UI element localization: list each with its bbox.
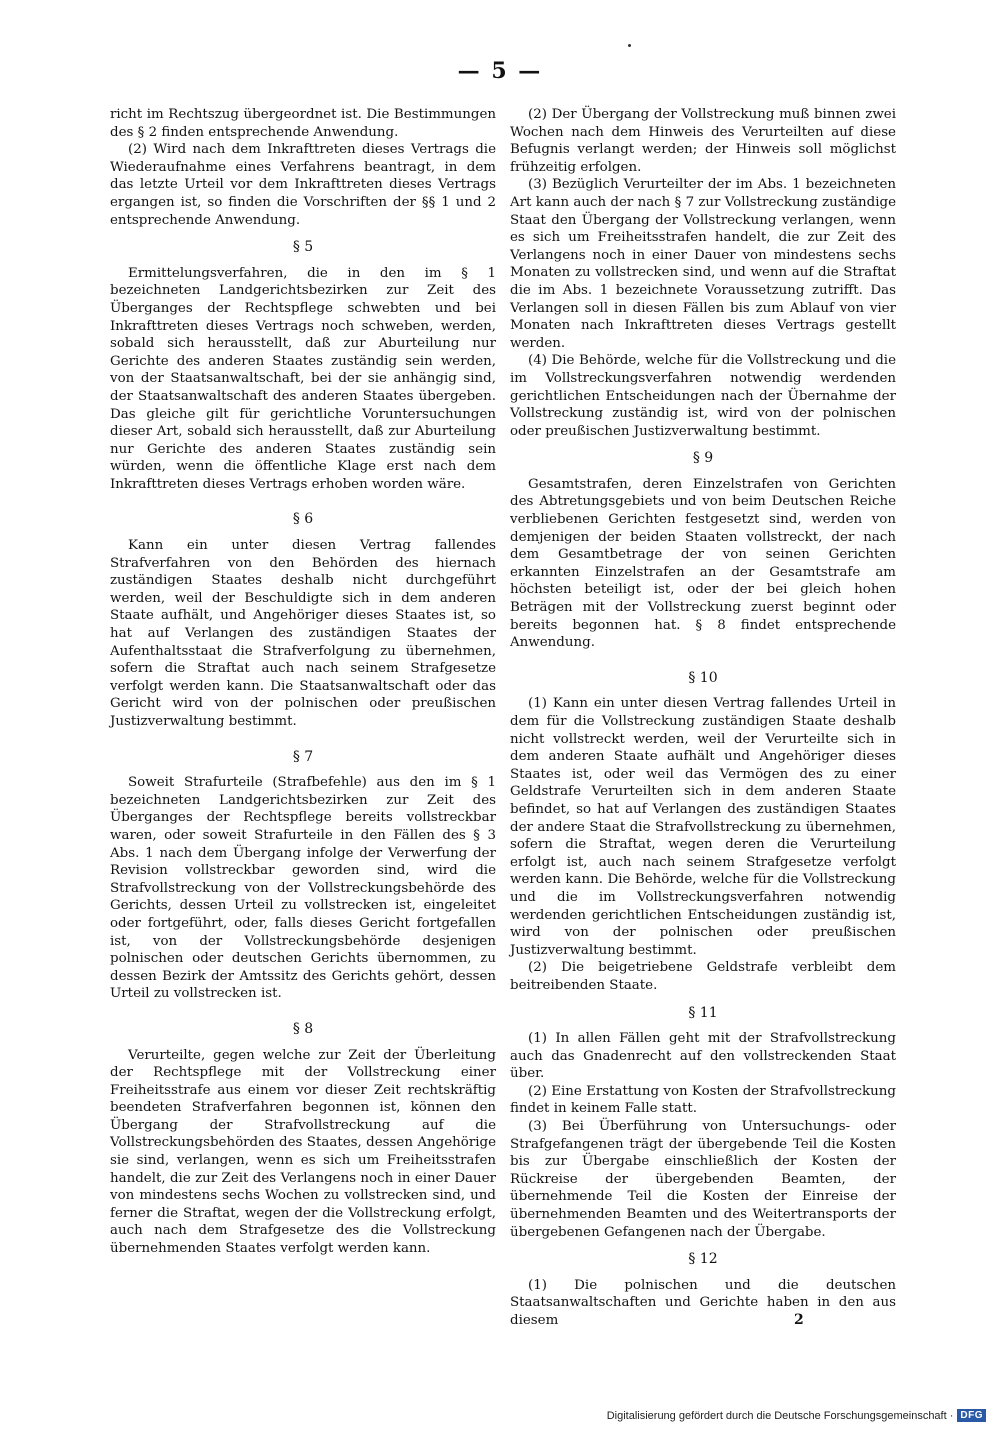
section-heading: § 11 bbox=[688, 1004, 718, 1021]
section-heading: § 7 bbox=[292, 748, 314, 765]
section-heading: § 12 bbox=[688, 1251, 718, 1268]
paragraph: (4) Die Behörde, welche für die Vollstreckung und die im Vollstreckungsverfahren notwendig werdenden gerichtlichen Entscheidungen nach der Übernahme der Vollstreckung zuständig ist, wird von der polnischen oder preußischen Justizverwaltung bestimmt. bbox=[510, 353, 896, 439]
paragraph: (3) Bei Überführung von Untersuchungs- oder Strafgefangenen trägt der übergebende Teil die Kosten bis zur Übergabe einschließlich der Kosten der Rückreise der übergebenden Beamten, der übernehmende Teil die Kosten der Einreise der übernehmenden Beamten und des Weitertransports der übergebenen Gefangenen nach der Übergabe. bbox=[510, 1119, 896, 1240]
paragraph: Soweit Strafurteile (Strafbefehle) aus den im § 1 bezeichneten Landgerichtsbezirken zur Zeit des Überganges der Rechtspflege bereits vollstreckbar waren, oder soweit Strafurteile in den Fällen des § 3 Abs. 1 nach dem Übergang infolge der Verwerfung der Revision vollstreckbar geworden sind, wird die Strafvollstreckung von der Vollstreckungsbehörde des Gerichts, dessen Urteil zu vollstrecken ist, eingeleitet oder fortgeführt, oder, falls dieses Gericht fortgefallen ist, von der Vollstreckungsbehörde desjenigen polnischen oder deutschen Gerichts übernommen, zu dessen Bezirk der Amtssitz des Gerichts gehört, dessen Urteil zu vollstrecken ist. bbox=[110, 775, 496, 1002]
paragraph: (3) Bezüglich Verurteilter der im Abs. 1 bezeichneten Art kann auch der nach § 7 zur Vollstreckung zuständige Staat den Übergang der Vollstreckung verlangen, wenn es sich um Freiheitsstrafen handelt, die zur Zeit des Verlangens noch in einer Dauer von mindestens sechs Monaten zu vollstrecken sind, und wenn auf die Straftat die im Abs. 1 bezeichnete Voraussetzung zutrifft. Das Verlangen soll in diesen Fällen bis zum Ablauf von vier Monaten nach Inkrafttreten dieses Vertrags gestellt werden. bbox=[510, 177, 896, 351]
footer-text: Digitalisierung gefördert durch die Deutsche Forschungsgemeinschaft · bbox=[606, 1409, 954, 1422]
paragraph: (2) Eine Erstattung von Kosten der Strafvollstreckung findet in keinem Falle statt. bbox=[510, 1083, 896, 1117]
paragraph: Ermittelungsverfahren, die in den im § 1 bezeichneten Landgerichtsbezirken zur Zeit des Überganges der Rechtspflege schwebten und bei Inkrafttreten dieses Vertrags noch schweben, werden, sobald sich herausstellt, daß zur Aburteilung nur Gerichte des anderen Staates zuständig sein werden, von der Staatsanwaltschaft, bei der sie anhängig sind, der Staatsanwaltschaft des anderen Staates übergeben. Das gleiche gilt für gerichtliche Voruntersuchungen dieser Art, sobald sich herausstellt, daß zur Aburteilung nur Gerichte des anderen Staates zuständig sein würden, wenn die öffentliche Klage erst nach dem Inkrafttreten dieses Vertrags erhoben worden wäre. bbox=[110, 265, 496, 492]
section-heading: § 5 bbox=[292, 239, 314, 256]
dfg-logo-icon: DFG bbox=[957, 1409, 986, 1422]
paragraph: Gesamtstrafen, deren Einzelstrafen von Gerichten des Abtretungsgebiets und von beim Deutschen Reiche verbliebenen Gerichten festgesetzt sind, werden von demjenigen der beiden Staaten vollstreckt, der nach dem Gesamtbetrage der von seinen Gerichten erkannten Einzelstrafen an der Gesamtstrafe am höchsten beteiligt ist, oder der bei gleich hohen Beträgen mit der Vollstreckung zuerst beginnt oder bereits begonnen hat. § 8 findet entsprechende Anwendung. bbox=[510, 476, 896, 651]
left-column bbox=[110, 106, 496, 1258]
section-heading: § 9 bbox=[692, 450, 714, 467]
paragraph: (2) Der Übergang der Vollstreckung muß binnen zwei Wochen nach dem Hinweis des Verurteilten auf diese Befugnis verlangt werden; der Hinweis soll möglichst frühzeitig erfolgen. bbox=[510, 107, 896, 175]
paragraph: (2) Die beigetriebene Geldstrafe verbleibt dem beitreibenden Staate. bbox=[510, 960, 896, 993]
signature-mark: 2 bbox=[794, 1312, 804, 1328]
page-number: — 5 — bbox=[457, 58, 543, 84]
section-heading: § 8 bbox=[292, 1020, 314, 1037]
section-heading: § 10 bbox=[688, 669, 718, 686]
paragraph: Verurteilte, gegen welche zur Zeit der Überleitung der Rechtspflege mit der Vollstreckung einer Freiheitsstrafe aus einem vor dieser Zeit rechtskräftig beendeten Strafverfahren begonnen ist, können den Übergang der Strafvollstreckung auf die Vollstreckungsbehörden des Staates, dessen Angehörige sie sind, verlangen, wenn es sich um Freiheitsstrafen handelt, die zur Zeit des Verlangens noch in einer Dauer von mindestens sechs Wochen zu vollstrecken sind, und ferner die Straftat, wegen der die Vollstreckung erfolgt, auch nach dem Strafgesetze des die Vollstreckung übernehmenden Staates verfolgt werden kann. bbox=[110, 1047, 496, 1257]
paragraph: (1) In allen Fällen geht mit der Strafvollstreckung auch das Gnadenrecht auf den vollstreckenden Staat über. bbox=[510, 1031, 896, 1082]
section-heading: § 6 bbox=[292, 511, 314, 528]
footer bbox=[607, 1409, 986, 1422]
paragraph: Kann ein unter diesen Vertrag fallendes Strafverfahren von den Behörden des hiernach zuständigen Staates deshalb nicht durchgeführt werden, weil der Beschuldigte sich in dem anderen Staate aufhält, und Angehöriger dieses Staates ist, so hat auf Verlangen des zuständigen Staates der Aufenthaltsstaat die Strafverfolgung zu übernehmen, sofern die Straftat auch nach seinem Strafgesetze verfolgt werden kann. Die Staatsanwaltschaft oder das Gericht wird von der polnischen oder preußischen Justizverwaltung bestimmt. bbox=[110, 538, 496, 729]
right-column bbox=[510, 106, 896, 1330]
stray-dot bbox=[628, 44, 631, 47]
paragraph: richt im Rechtszug übergeordnet ist. Die Bestimmungen des § 2 finden entsprechende Anwendung. bbox=[110, 107, 496, 140]
paragraph: (1) Die polnischen und die deutschen Staatsanwaltschaften und Gerichte haben in den aus diesem bbox=[510, 1277, 896, 1328]
paragraph: (1) Kann ein unter diesen Vertrag fallendes Urteil in dem für die Vollstreckung zuständigen Staate deshalb nicht vollstreckt werden, weil der Verurteilte sich in dem anderen Staate aufhält und Angehöriger dieses Staates ist, oder weil das Vermögen des zu einer Geldstrafe Verurteilten sich in dem anderen Staate befindet, so hat auf Verlangen des zuständigen Staates der andere Staat die Strafvollstreckung zu übernehmen, sofern die Straftat, wegen deren die Verurteilung erfolgt ist, auch nach seinem Strafgesetze verfolgt werden kann. Die Behörde, welche für die Vollstreckung und die im Vollstreckungsverfahren notwendig werdenden gerichtlichen Entscheidungen zuständig ist, wird von der polnischen oder preußischen Justizverwaltung bestimmt. bbox=[510, 696, 896, 958]
paragraph: (2) Wird nach dem Inkrafttreten dieses Vertrags die Wiederaufnahme eines Verfahrens beantragt, in dem das letzte Urteil vor dem Inkrafttreten dieses Vertrags ergangen ist, so finden die Vorschriften der §§ 1 und 2 entsprechende Anwendung. bbox=[110, 142, 496, 228]
